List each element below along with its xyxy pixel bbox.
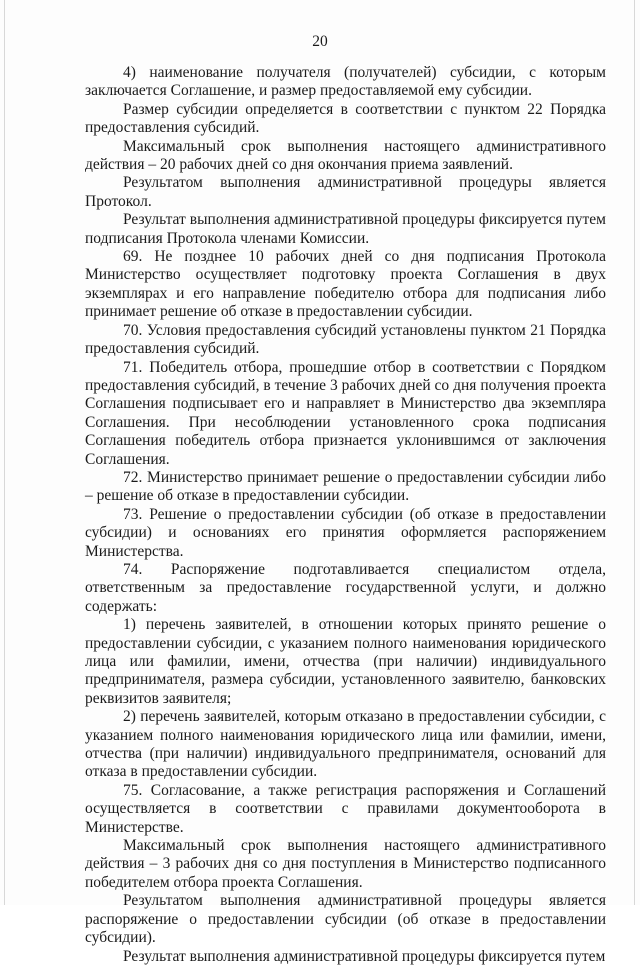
paragraph: Результатом выполнения административной процедуры является распоряжение о предоставлении субсидии (об отказе в предоставлении субсидии). (85, 892, 606, 947)
paragraph: 1) перечень заявителей, в отношении которых принято решение о предоставлении субсидии, с указанием полного наименования юридического лица или фамилии, имени, отчества (при наличии) индивидуального предпринимателя, размера субсидии, установленного заявителю, банковских реквизитов заявителя; (85, 616, 606, 707)
paragraph: Результатом выполнения административной процедуры является Протокол. (85, 174, 606, 210)
paragraph: Результат выполнения административной процедуры фиксируется путем (123, 947, 606, 965)
paragraph: 74. Распоряжение подготавливается специалистом отдела, ответственным за предоставление государственной услуги, и должно содержать: (85, 560, 606, 615)
paragraph: Максимальный срок выполнения настоящего административного действия – 20 рабочих дней со дня окончания приема заявлений. (85, 137, 606, 174)
paragraph: 71. Победитель отбора, прошедшие отбор в соответствии с Порядком предоставления субсидий, в течение 3 рабочих дней со дня получения проекта Соглашения подписывает его и направляет в Министерство два экземпляра Соглашения. При несоблюдении установленного срока подписания Соглашения победитель отбора признается уклонившимся от заключения Соглашения. (85, 358, 606, 468)
paragraph: 72. Министерство принимает решение о предоставлении субсидии либо – решение об отказе в предоставлении субсидии. (85, 468, 606, 505)
paragraph: 4) наименование получателя (получателей) субсидии, с которым заключается Соглашение, и размер предоставляемой ему субсидии. (85, 64, 606, 100)
document-body (85, 64, 606, 966)
left-scan-edge (4, 0, 5, 905)
paragraph: 75. Согласование, а также регистрация распоряжения и Соглашений осуществляется в соответствии с правилами документооборота в Министерстве. (85, 781, 606, 836)
paragraph: 73. Решение о предоставлении субсидии (об отказе в предоставлении субсидии) и основаниях его принятия оформляется распоряжением Министерства. (85, 505, 606, 560)
paragraph: Размер субсидии определяется в соответствии с пунктом 22 Порядка предоставления субсидий. (85, 100, 606, 137)
paragraph: 70. Условия предоставления субсидий установлены пунктом 21 Порядка предоставления субсидий. (85, 321, 606, 358)
right-scan-edge (634, 0, 635, 905)
paragraph: Результат выполнения административной процедуры фиксируется путем подписания Протокола членами Комиссии. (85, 211, 606, 247)
paragraph: 69. Не позднее 10 рабочих дней со дня подписания Протокола Министерство осуществляет подготовку проекта Соглашения в двух экземплярах и его направление победителю отбора для подписания либо принимает решение об отказе в предоставлении субсидии. (85, 248, 606, 321)
page-number: 20 (312, 33, 328, 50)
paragraph: Максимальный срок выполнения настоящего административного действия – 3 рабочих дня со дня поступления в Министерство подписанного победителем отбора проекта Соглашения. (85, 837, 606, 891)
paragraph: 2) перечень заявителей, которым отказано в предоставлении субсидии, с указанием полного наименования юридического лица или фамилии, имени, отчества (при наличии) индивидуального предпринимателя, оснований для отказа в предоставлении субсидии. (85, 708, 606, 781)
